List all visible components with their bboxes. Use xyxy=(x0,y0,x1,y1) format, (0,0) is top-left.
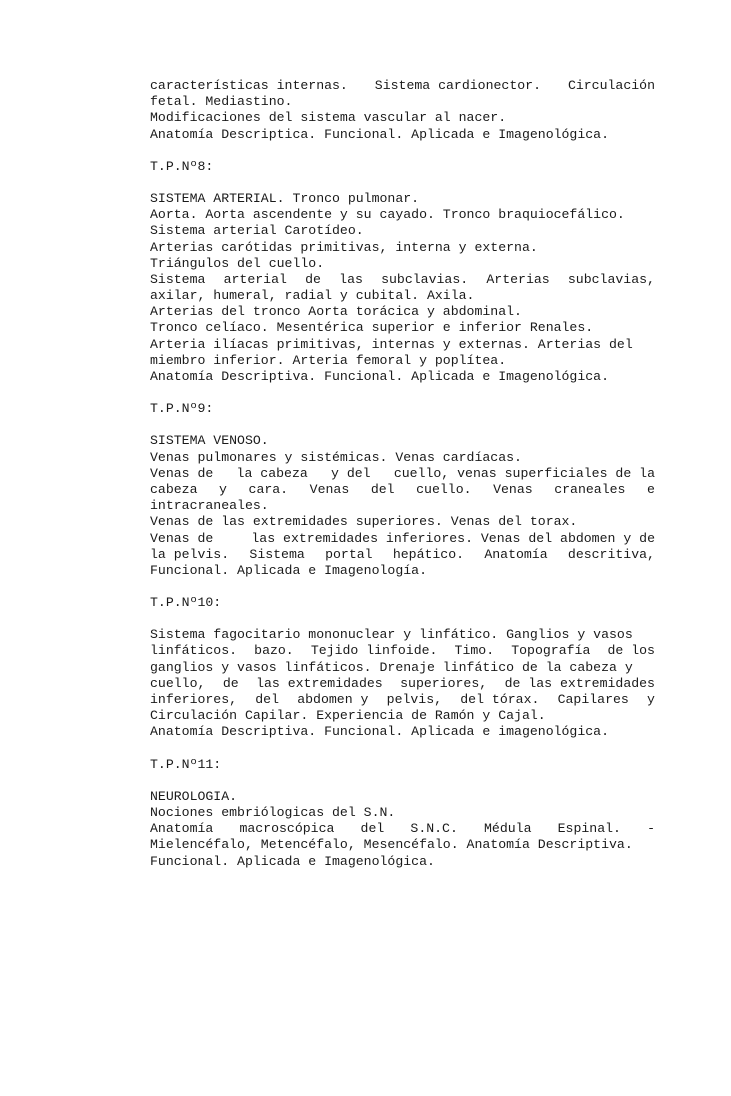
text-line: intracraneales. xyxy=(150,498,269,514)
justified-text-line xyxy=(150,821,655,837)
text-word: Venas xyxy=(493,481,533,497)
text-word: características internas. xyxy=(150,78,348,93)
text-word: Circulación xyxy=(567,78,655,93)
text-line: Sistema fagocitario mononuclear y linfático. Ganglios y vasos xyxy=(150,627,633,643)
text-word: la pelvis. xyxy=(150,546,230,562)
text-line: Mielencéfalo, Metencéfalo, Mesencéfalo. Anatomía Descriptiva. xyxy=(150,837,633,853)
justified-text-line xyxy=(150,547,655,563)
text-word: de xyxy=(305,271,321,287)
text-line: Arterias carótidas primitivas, interna y externa. xyxy=(150,239,538,255)
text-word: las extremidades inferiores. Venas del abdomen y de xyxy=(251,530,655,546)
justified-text-line xyxy=(150,482,655,498)
text-word: Venas xyxy=(309,481,350,497)
text-line: Aorta. Aorta ascendente y su cayado. Tronco braquiocefálico. xyxy=(150,207,625,223)
text-word: cara. xyxy=(248,481,289,497)
text-word: hepático. xyxy=(392,546,465,562)
text-line: Anatomía Descriptiva. Funcional. Aplicada e Imagenológica. xyxy=(150,369,609,384)
section-heading: T.P.Nº10: xyxy=(150,595,222,611)
text-word: cuello, venas superficiales de la xyxy=(393,465,655,481)
text-word: e xyxy=(647,481,655,497)
text-line: miembro inferior. Arteria femoral y poplítea. xyxy=(150,352,507,368)
text-word: Anatomía xyxy=(484,546,548,562)
text-line: Funcional. Aplicada e Imagenología. xyxy=(150,562,427,578)
text-word: S.N.C. xyxy=(410,821,458,837)
justified-text-line xyxy=(150,78,655,94)
text-word: descritiva, xyxy=(567,546,655,562)
text-line: axilar, humeral, radial y cubital. Axila. xyxy=(150,288,475,304)
text-line: Anatomía Descriptica. Funcional. Aplicada e Imagenológica. xyxy=(150,126,609,142)
section-heading: T.P.Nº11: xyxy=(150,756,222,772)
text-word: las xyxy=(339,271,363,287)
text-line: Tronco celíaco. Mesentérica superior e inferior Renales. xyxy=(150,320,594,336)
text-word: Sistema xyxy=(249,546,305,562)
text-word: de los xyxy=(607,643,655,659)
text-word: Capilares xyxy=(557,692,629,707)
text-word: Venas de xyxy=(150,465,214,481)
text-word: cabeza xyxy=(150,481,198,497)
justified-text-line xyxy=(150,272,655,288)
text-word: Sistema xyxy=(150,271,206,287)
text-word: arterial xyxy=(223,271,287,287)
intro-block xyxy=(150,78,655,143)
justified-text-line xyxy=(150,466,655,482)
text-word: Médula xyxy=(484,821,532,837)
text-word: la cabeza xyxy=(236,465,308,481)
text-word: Anatomía xyxy=(150,821,214,837)
text-word: cuello. xyxy=(416,481,472,497)
text-word: de las extremidades xyxy=(504,675,655,691)
text-word: del xyxy=(370,481,395,497)
text-line: ganglios y vasos linfáticos. Drenaje linfático de la cabeza y xyxy=(150,659,633,675)
text-word: craneales xyxy=(554,481,626,497)
section-body xyxy=(150,789,655,870)
text-line: SISTEMA ARTERIAL. Tronco pulmonar. xyxy=(150,190,420,206)
text-line: fetal. Mediastino. xyxy=(150,94,293,110)
text-line: Nociones embriólogicas del S.N. xyxy=(150,804,396,820)
text-line: Modificaciones del sistema vascular al nacer. xyxy=(150,110,507,126)
text-word: Tejido linfoide. xyxy=(310,643,438,659)
text-word: - xyxy=(647,821,655,837)
text-word: y xyxy=(219,481,227,497)
text-line: Sistema arterial Carotídeo. xyxy=(150,223,364,239)
text-line: Triángulos del cuello. xyxy=(150,255,325,271)
text-word: bazo. xyxy=(254,643,294,659)
text-word: del xyxy=(255,692,280,707)
text-word: las extremidades xyxy=(256,675,383,691)
text-line: NEUROLOGIA. xyxy=(150,788,238,804)
text-word: abdomen y xyxy=(297,692,369,707)
justified-text-line xyxy=(150,676,655,692)
justified-text-line xyxy=(150,692,655,708)
text-word: Timo. xyxy=(454,643,495,659)
text-word: subclavias. xyxy=(381,271,469,287)
text-word: macroscópica xyxy=(239,821,335,837)
text-line: Funcional. Aplicada e Imagenológica. xyxy=(150,853,435,869)
text-line: Arteria ilíacas primitivas, internas y externas. Arterias del xyxy=(150,336,633,352)
text-word: del xyxy=(360,821,385,837)
text-word: pelvis, xyxy=(386,692,443,707)
text-word: Arterias xyxy=(486,271,550,287)
text-word: linfáticos. xyxy=(150,643,238,659)
document-page xyxy=(150,78,655,870)
text-word: y xyxy=(647,692,655,707)
text-word: de xyxy=(222,675,239,691)
section-body xyxy=(150,627,655,740)
text-word: subclavias, xyxy=(567,271,655,287)
section-heading: T.P.Nº8: xyxy=(150,158,214,174)
text-word: Sistema cardionector. xyxy=(374,78,541,93)
section-body xyxy=(150,433,655,579)
text-word: Espinal. xyxy=(557,821,621,837)
section-body xyxy=(150,191,655,385)
section-heading: T.P.Nº9: xyxy=(150,401,214,417)
text-word: Venas de xyxy=(150,530,214,546)
text-line: Arterias del tronco Aorta torácica y abdominal. xyxy=(150,304,522,320)
justified-text-line xyxy=(150,531,655,547)
text-line: Venas pulmonares y sistémicas. Venas cardíacas. xyxy=(150,449,522,465)
text-line: Venas de las extremidades superiores. Venas del torax. xyxy=(150,514,578,530)
text-word: Topografía xyxy=(511,643,591,659)
text-word: superiores, xyxy=(400,675,488,691)
text-word: del tórax. xyxy=(460,692,540,707)
text-line: Circulación Capilar. Experiencia de Ramón y Cajal. xyxy=(150,708,546,724)
text-line: SISTEMA VENOSO. xyxy=(150,433,269,449)
sections-container xyxy=(150,159,655,870)
text-word: inferiores, xyxy=(150,692,238,707)
text-word: portal xyxy=(325,546,373,562)
text-word: cuello, xyxy=(150,675,206,691)
justified-text-line xyxy=(150,643,655,659)
text-line: Anatomía Descriptiva. Funcional. Aplicada e imagenológica. xyxy=(150,724,609,740)
text-word: y del xyxy=(331,465,371,481)
